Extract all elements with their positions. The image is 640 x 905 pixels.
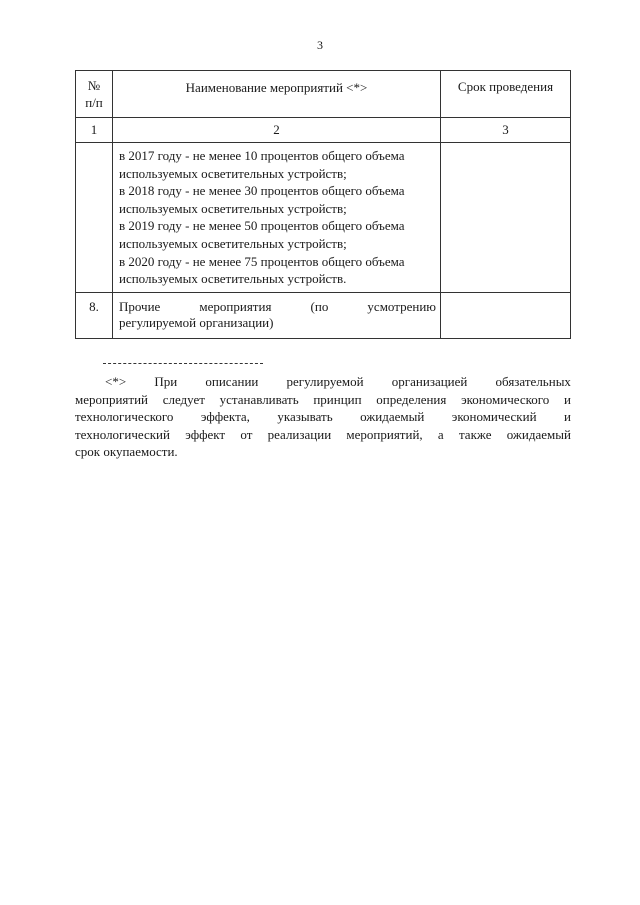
row-number-empty (76, 143, 113, 293)
measures-table (75, 70, 571, 339)
footnote-line: срок окупаемости. (75, 444, 178, 459)
year-target-line: используемых осветительных устройств; (119, 200, 347, 216)
word: организацией (391, 374, 468, 389)
year-targets-cell (113, 143, 441, 293)
header-name: Наименование мероприятий <*> (113, 71, 441, 118)
footnote-line (75, 391, 571, 409)
column-number-2: 2 (113, 118, 441, 143)
header-number-line1: № (87, 78, 101, 93)
word: следует (162, 391, 205, 407)
header-number (76, 71, 113, 118)
column-number-3: 3 (441, 118, 571, 143)
word: экономического (461, 391, 550, 407)
word: а (437, 426, 444, 442)
word: мероприятий (75, 391, 148, 407)
footnote-line (75, 373, 571, 391)
other-measures-line1 (119, 299, 436, 315)
term-empty (441, 292, 571, 338)
table-row (76, 143, 571, 293)
word: указывать (277, 409, 333, 424)
row-number-8: 8. (76, 292, 113, 338)
footnote (75, 373, 571, 461)
year-target-line: в 2019 году - не менее 50 процентов общего объема (119, 218, 405, 234)
other-measures-cell (113, 292, 441, 338)
year-target-line: в 2017 году - не менее 10 процентов общего объема (119, 148, 405, 163)
word: от (240, 426, 253, 442)
column-number-1: 1 (76, 118, 113, 143)
column-numbering-row (76, 118, 571, 143)
year-target-line: используемых осветительных устройств; (119, 235, 347, 251)
year-target-line: используемых осветительных устройств. (119, 271, 347, 287)
word: определения (376, 391, 447, 407)
footnote-separator (103, 363, 263, 364)
footnote-line (75, 426, 571, 444)
header-row (76, 71, 571, 118)
word: мероприятия (199, 298, 272, 314)
word: При (154, 374, 178, 389)
word: <*> (105, 374, 127, 389)
word: мероприятий, (346, 426, 423, 442)
header-term: Срок проведения (441, 71, 571, 118)
word: ожидаемый (506, 426, 571, 442)
word: регулируемой (286, 374, 364, 389)
word: (по (310, 298, 329, 314)
year-target-line: в 2018 году - не менее 30 процентов общего объема (119, 183, 405, 199)
term-empty (441, 143, 571, 293)
word: также (458, 426, 492, 442)
page-number: 3 (317, 38, 323, 52)
word: эффект (185, 426, 226, 442)
year-target-line: в 2020 году - не менее 75 процентов общего объема (119, 253, 405, 269)
word: Прочие (119, 298, 161, 314)
word: усмотрению (367, 298, 436, 314)
header-number-line2: п/п (85, 95, 103, 110)
table-row (76, 292, 571, 338)
word: экономический (451, 409, 537, 424)
word: технологический (75, 426, 170, 442)
other-measures-line2: регулируемой организации) (119, 314, 274, 330)
word: и (563, 409, 571, 424)
word: реализации (267, 426, 332, 442)
footnote-line (75, 408, 571, 426)
word: устанавливать (219, 391, 299, 407)
word: обязательных (495, 374, 571, 389)
word: и (563, 391, 571, 407)
word: эффекта, (200, 409, 250, 424)
word: технологического (75, 409, 174, 424)
word: ожидаемый (360, 409, 425, 424)
year-target-line: используемых осветительных устройств; (119, 165, 347, 181)
word: описании (205, 374, 259, 389)
word: принцип (313, 391, 362, 407)
